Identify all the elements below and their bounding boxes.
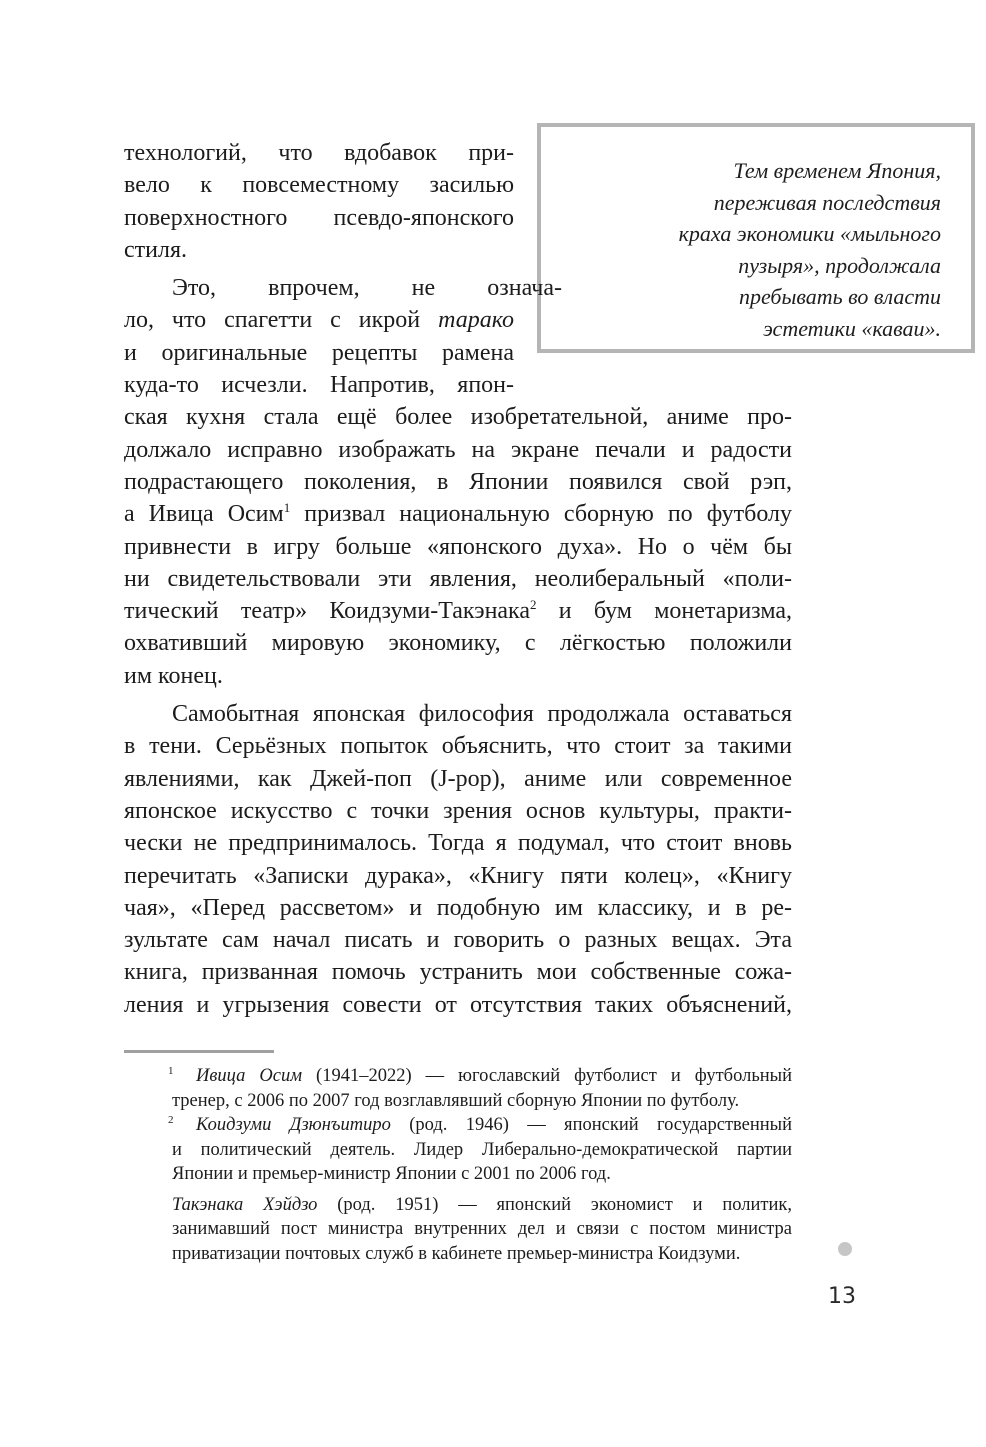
paragraph-1 (124, 137, 792, 266)
body-text (124, 137, 792, 1021)
pull-quote-line: пузыря», продолжала (738, 252, 941, 278)
footnote-divider (124, 1050, 274, 1053)
footnote-ref: 1 (283, 500, 291, 516)
page-marker-dot (838, 1242, 852, 1256)
footnote-line: приватизации почтовых служб в кабинете премьер-министра Коидзуми. (172, 1243, 741, 1264)
text-line: вело к повсеместному засилью (124, 172, 514, 199)
text-line: ская кухня стала ещё более изобретательной, аниме про- (124, 404, 792, 431)
text-line: перечитать «Записки дурака», «Книгу пяти колец», «Книгу (124, 862, 792, 889)
footnote-line: Японии и премьер-министр Японии с 2001 по 2006 год. (172, 1164, 611, 1184)
text-line: японское искусство с точки зрения основ культуры, практи- (124, 797, 792, 824)
text-line: технологий, что вдобавок при- (124, 140, 514, 166)
text-line: куда-то исчезли. Напротив, япон- (124, 372, 514, 399)
footnote-line: Такэнака Хэйдзо (род. 1951) — японский экономист и политик, (172, 1194, 792, 1215)
text-line: привнести в игру больше «японского духа». Но о чём бы (124, 533, 792, 560)
pull-quote-line: краха экономики «мыльного (678, 221, 941, 246)
text-line: ни свидетельствовали эти явления, неолиберальный «поли- (124, 565, 792, 592)
text-line: им конец. (124, 662, 223, 689)
text-line: книга, призванная помочь устранить мои собственные сожа- (124, 959, 792, 986)
text-line: явлениями, как Джей-поп (J-pop), аниме или современное (124, 765, 792, 792)
pull-quote-line: пребывать во власти (738, 284, 941, 309)
footnote-line: и политический деятель. Лидер Либерально-демократической партии (172, 1139, 792, 1160)
text-line: чая», «Перед рассветом» и подобную им классику, и в ре- (124, 894, 792, 921)
paragraph-3 (124, 698, 792, 1021)
pull-quote-line: переживая последствия (713, 189, 941, 215)
pull-quote-line: эстетики «каваи». (763, 315, 941, 341)
text-line: поверхностного псевдо-японского (124, 204, 514, 231)
text-line: чески не предпринималось. Тогда я подумал, что стоит вновь (124, 830, 792, 857)
footnote-2-continued (172, 1193, 792, 1267)
text-line: а Ивица Осим$^1$ призвал национальную сборную по футболу (124, 500, 793, 528)
text-line: ления и угрызения совести от отсутствия таких объяснений, (124, 991, 792, 1018)
text-line: должало исправно изображать на экране печали и радости (124, 436, 792, 463)
footnote-line: занимавший пост министра внутренних дел и связи с постом министра (172, 1219, 792, 1239)
text-line: в тени. Серьёзных попыток объяснить, что стоит за такими (124, 733, 792, 760)
text-line: Самобытная японская философия продолжала оставаться (172, 701, 792, 728)
text-line: стиля. (124, 236, 187, 263)
text-line: тический театр» Коидзуми-Такэнака$^2$ и бум монетаризма, (124, 597, 792, 625)
text-line: зультате сам начал писать и говорить о разных вещах. Эта (124, 927, 792, 954)
footnotes (168, 1064, 792, 1266)
text-line: ло, что спагетти с икрой тарако (124, 307, 514, 334)
text-line: подрастающего поколения, в Японии появился свой рэп, (124, 468, 792, 495)
page-number: 13 (828, 1284, 856, 1309)
footnote-line: тренер, с 2006 по 2007 год возглавлявший сборную Японии по футболу. (172, 1090, 740, 1111)
footnote-line: Ивица Осим (1941–2022) — югославский футболист и футбольный (196, 1066, 792, 1086)
text-line: Это, впрочем, не означа- (172, 275, 562, 302)
footnote-number: 1 (168, 1065, 174, 1077)
footnote-ref: 2 (530, 597, 537, 613)
footnote-number: 2 (168, 1114, 174, 1126)
paragraph-2 (124, 272, 792, 692)
pull-quote-line: Тем временем Япония, (733, 158, 941, 183)
text-line: охвативший мировую экономику, с лёгкостью положили (124, 630, 792, 657)
footnote-2 (168, 1113, 792, 1187)
footnote-line: Коидзуми Дзюнъитиро (род. 1946) — японский государственный (196, 1115, 792, 1135)
text-line: и оригинальные рецепты рамена (124, 339, 514, 366)
footnote-1 (168, 1064, 792, 1113)
italic-term: тарако (438, 307, 514, 334)
